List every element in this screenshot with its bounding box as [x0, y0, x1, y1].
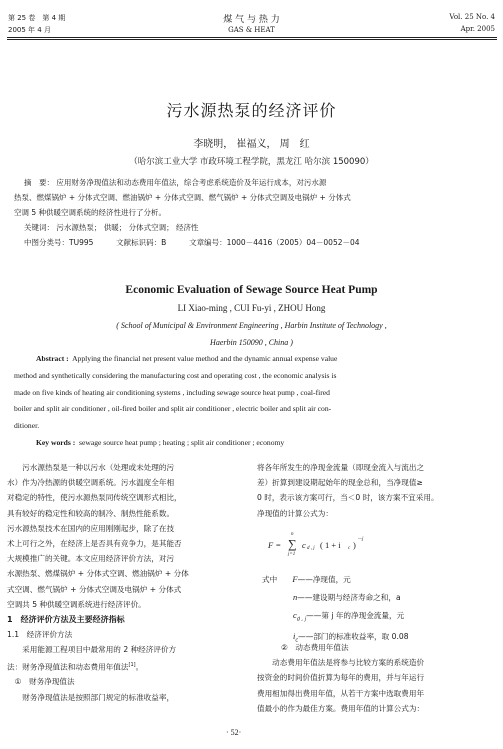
var-symbol: i [293, 630, 296, 641]
paragraph-line: 动态费用年值法是将参与比较方案的系统造价 [257, 658, 425, 668]
right-column-lower [257, 640, 497, 716]
abstract-cn-line: 应用财务净现值法和动态费用年值法，综合考虑系统造价及年运行成本，对污水源 [56, 178, 327, 187]
formula-paren-close: ) [353, 540, 356, 550]
paragraph-line: 净现值的计算公式为： [257, 508, 333, 518]
header-rule [7, 37, 497, 38]
article-title-en: Economic Evaluation of Sewage Source Heat Pump [125, 284, 378, 296]
var-description: ——净现值，元 [297, 575, 351, 584]
authors-cn: 李晓明， 崔福义， 周 红 [193, 139, 310, 150]
authors-en: LI Xiao-ming , CUI Fu-yi , ZHOU Hong [177, 303, 326, 313]
journal-volume-en: Vol. 25 No. 4 [449, 13, 495, 21]
keywords-cn: 污水源热泵； 供暖； 分体式空调； 经济性 [56, 223, 199, 232]
formula-exponent: －j [357, 537, 364, 542]
keywords-en: sewage source heat pump ; heating ; split air conditioner ; economy [79, 437, 285, 447]
abstract-en-line: method and synthetically considering the manufacturing cost and operating cost , the economic analysis is [14, 370, 337, 380]
abstract-en-line: boiler and split air conditioner , oil-fired boiler and split air conditioner , electric boiler and split air con- [14, 404, 332, 414]
subsection-heading: 1.1 经济评价方法 [7, 630, 73, 640]
formula-paren-sub: c [348, 546, 351, 551]
paragraph-line: 空调共 5 种供暖空调系统进行经济评价。 [7, 599, 146, 609]
paragraph-line: 费用相加得出费用年值，从若干方案中选取费用年 [257, 688, 425, 698]
paragraph-line: 值最小的作为最佳方案。费用年值的计算公式为： [257, 703, 425, 713]
keywords-en-label: Key words : [36, 437, 76, 447]
paragraph-line: 对稳定的特性，使污水源热泵同传统空调形式相比， [7, 493, 182, 503]
document-code: 文献标识码：B [116, 238, 167, 247]
citation-ref: [1] [128, 661, 136, 668]
abstract-cn-line: 热泵、燃煤锅炉 + 分体式空调、燃油锅炉 + 分体式空调、燃气锅炉 + 分体式空调及电锅炉 + 分体式 [14, 193, 351, 202]
method-item-heading: ① 财务净现值法 [7, 677, 75, 687]
journal-name-cn: 煤 气 与 热 力 [223, 15, 280, 25]
article-title-cn: 污水源热泵的经济评价 [166, 101, 337, 120]
formula-cashflow: c [302, 540, 306, 550]
where-label: 式中 [262, 575, 278, 584]
var-subscript: c [295, 637, 299, 644]
paragraph-line: 法：财务净现值法和动态费用年值法 [7, 662, 129, 672]
var-description: ——部门的标准收益率，取 0.08 [298, 631, 409, 641]
clc-number: 中图分类号：TU995 [24, 238, 94, 247]
page-number: · 52· [226, 728, 242, 737]
paragraph-line: 大规模推广的关键。本文应用经济评价方法，对污 [7, 554, 175, 564]
formula-paren: ( 1 + i [320, 540, 341, 550]
abstract-en-line: ditioner. [14, 421, 40, 431]
variable-definitions [262, 571, 494, 649]
paragraph-line: 采用能源工程项目中最常用的 2 种经济评价方 [7, 645, 177, 655]
formula-cashflow-sub: d , j [307, 546, 315, 551]
var-description: ——第 j 年的净现金流量，元 [306, 610, 405, 620]
var-description: ——建设期与经济寿命之和，a [297, 592, 401, 602]
var-subscript: d , j [296, 616, 307, 623]
keywords-cn-label: 关键词： [24, 223, 54, 232]
paragraph-line: 将各年所发生的净现金流量（即现金流入与流出之 [257, 463, 425, 472]
journal-date-en: Apr. 2005 [460, 25, 495, 33]
npv-formula [268, 532, 408, 566]
abstract-cn [14, 175, 492, 250]
abstract-cn-label: 摘 要： [24, 178, 54, 187]
var-symbol: n [293, 591, 298, 602]
formula-sum-bottom: j=1 [288, 552, 296, 557]
section-heading: 1 经济评价方法及主要经济指标 [7, 615, 125, 625]
article-number: 文章编号：1000－4416（2005）04－0052－04 [189, 238, 360, 247]
var-symbol: F [292, 574, 298, 584]
paragraph-line: 污水源热泵技术在国内的应用刚刚起步，除了在技 [7, 523, 175, 533]
journal-name-en: GAS & HEAT [228, 26, 275, 34]
formula-sum-top: n [291, 532, 294, 537]
right-column [257, 460, 497, 521]
paragraph-line: 水）作为冷热源的供暖空调系统。污水温度全年相 [7, 478, 175, 488]
paragraph-line: 按资金的时间价值折算为每年的费用，并与年运行 [257, 673, 425, 683]
paragraph-line: 差）折算到建设期起始年的现金总和，当净现值≥ [257, 478, 423, 488]
abstract-en [14, 351, 492, 452]
abstract-en-line: made on five kinds of heating air conditioning systems , including sewage source heat pump , coal-fired [14, 387, 330, 397]
header-rule-thin [7, 39, 497, 40]
var-symbol: c [293, 609, 297, 620]
journal-date: 2005 年 4 月 [8, 26, 51, 34]
abstract-en-label: Abstract : [36, 354, 69, 363]
affiliation-cn: （哈尔滨工业大学 市政环境工程学院，黑龙江 哈尔滨 150090） [129, 157, 374, 167]
formula-sum: ∑ [288, 537, 297, 551]
abstract-en-line: Applying the financial net present value method and the dynamic annual expense value [72, 354, 338, 363]
affiliation-en-city: Haerbin 150090 , China ) [210, 338, 293, 347]
paragraph-line: 水源热泵、燃煤锅炉 + 分体式空调、燃油锅炉 + 分体 [7, 569, 189, 579]
paragraph-line: 术上可行之外，在经济上是否具有竞争力，是其能否 [7, 539, 182, 549]
method-item-heading: ② 动态费用年值法 [281, 643, 349, 652]
paragraph-line: 具有较好的稳定性和较高的制冷、制热性能系数。 [7, 508, 175, 518]
paragraph-end: 。 [135, 662, 144, 672]
abstract-cn-line: 空调 5 种供暖空调系统的经济性进行了分析。 [14, 208, 167, 217]
paragraph-line: 污水源热泵是一种以污水（处理或未处理的污 [7, 463, 175, 472]
left-column [7, 460, 249, 705]
paragraph-line: 财务净现值法是按照部门规定的标准收益率， [7, 692, 175, 702]
formula-lhs: F = [268, 540, 282, 550]
journal-volume: 第 25 卷 第 4 期 [8, 14, 66, 22]
affiliation-en: ( School of Municipal & Environment Engineering , Harbin Institute of Technology , [116, 321, 387, 330]
paragraph-line: 式空调、燃气锅炉 + 分体式空调及电锅炉 + 分体式 [7, 584, 182, 594]
paragraph-line: 0 时，表示该方案可行，当＜0 时，该方案不宜采用。 [257, 493, 439, 503]
